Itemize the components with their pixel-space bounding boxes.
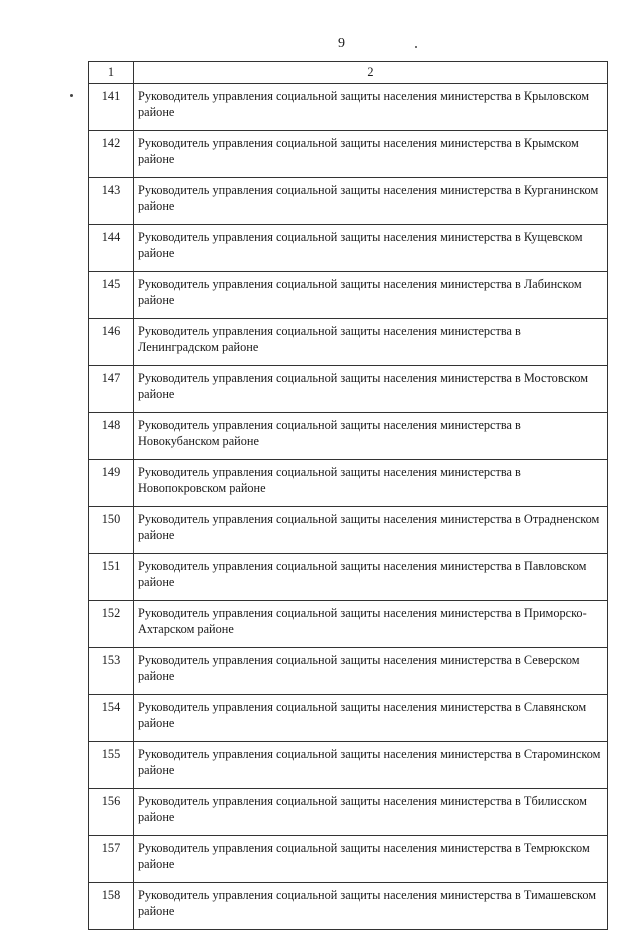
row-number: 153: [89, 648, 134, 695]
row-number: 144: [89, 225, 134, 272]
row-number: 143: [89, 178, 134, 225]
row-position-text: Руководитель управления социальной защиты населения министерства в Крымском районе: [134, 131, 608, 178]
positions-table: [88, 61, 608, 930]
row-number: 150: [89, 507, 134, 554]
table-row: [89, 131, 608, 178]
table-row: [89, 601, 608, 648]
row-position-text: Руководитель управления социальной защиты населения министерства в Курганинском районе: [134, 178, 608, 225]
row-number: 149: [89, 460, 134, 507]
row-number: 148: [89, 413, 134, 460]
row-number: 142: [89, 131, 134, 178]
row-position-text: Руководитель управления социальной защиты населения министерства в Кущевском районе: [134, 225, 608, 272]
table-row: [89, 507, 608, 554]
row-number: 146: [89, 319, 134, 366]
table-row: [89, 460, 608, 507]
row-number: 154: [89, 695, 134, 742]
table-row: [89, 225, 608, 272]
row-position-text: Руководитель управления социальной защиты населения министерства в Крыловском районе: [134, 84, 608, 131]
table-row: [89, 836, 608, 883]
row-number: 151: [89, 554, 134, 601]
row-position-text: Руководитель управления социальной защиты населения министерства в Тбилисском районе: [134, 789, 608, 836]
table-row: [89, 648, 608, 695]
row-number: 158: [89, 883, 134, 930]
row-number: 157: [89, 836, 134, 883]
table-header-row: [89, 62, 608, 84]
row-position-text: Руководитель управления социальной защиты населения министерства в Славянском районе: [134, 695, 608, 742]
page-number: 9: [338, 36, 345, 51]
row-position-text: Руководитель управления социальной защиты населения министерства в Приморско-Ахтарском районе: [134, 601, 608, 648]
row-number: 156: [89, 789, 134, 836]
scan-speck: [415, 46, 417, 48]
header-cell-number: 1: [89, 62, 134, 84]
table-row: [89, 178, 608, 225]
table-row: [89, 789, 608, 836]
row-position-text: Руководитель управления социальной защиты населения министерства в Новокубанском районе: [134, 413, 608, 460]
row-number: 152: [89, 601, 134, 648]
row-number: 155: [89, 742, 134, 789]
table-row: [89, 272, 608, 319]
row-position-text: Руководитель управления социальной защиты населения министерства в Тимашевском районе: [134, 883, 608, 930]
table-row: [89, 695, 608, 742]
table-row: [89, 413, 608, 460]
row-number: 141: [89, 84, 134, 131]
row-position-text: Руководитель управления социальной защиты населения министерства в Темрюкском районе: [134, 836, 608, 883]
scan-speck: [70, 94, 73, 97]
row-position-text: Руководитель управления социальной защиты населения министерства в Новопокровском районе: [134, 460, 608, 507]
table-row: [89, 883, 608, 930]
table-body: [89, 62, 608, 930]
header-cell-position: 2: [134, 62, 608, 84]
row-position-text: Руководитель управления социальной защиты населения министерства в Ленинградском районе: [134, 319, 608, 366]
table-row: [89, 84, 608, 131]
row-position-text: Руководитель управления социальной защиты населения министерства в Северском районе: [134, 648, 608, 695]
row-position-text: Руководитель управления социальной защиты населения министерства в Павловском районе: [134, 554, 608, 601]
table-row: [89, 366, 608, 413]
row-position-text: Руководитель управления социальной защиты населения министерства в Мостовском районе: [134, 366, 608, 413]
table-row: [89, 554, 608, 601]
table-row: [89, 319, 608, 366]
row-number: 145: [89, 272, 134, 319]
row-position-text: Руководитель управления социальной защиты населения министерства в Отрадненском районе: [134, 507, 608, 554]
row-position-text: Руководитель управления социальной защиты населения министерства в Староминском районе: [134, 742, 608, 789]
row-number: 147: [89, 366, 134, 413]
table-row: [89, 742, 608, 789]
row-position-text: Руководитель управления социальной защиты населения министерства в Лабинском районе: [134, 272, 608, 319]
